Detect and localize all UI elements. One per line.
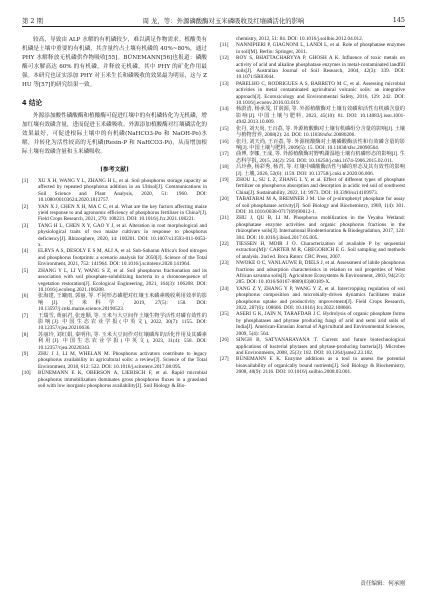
reference-number: [8] bbox=[22, 331, 29, 338]
reference-number: [25] bbox=[220, 311, 229, 318]
reference-number: [20] bbox=[220, 196, 229, 203]
reference-number: [13] bbox=[220, 80, 229, 87]
reference-text: PARELHO C, RODRIGUES A S, BARRETO M C, et al. Assessing microbial activities in metal contaminated agricultural volcanic soils: an integrative approach[J]. Ecotoxicology and Environmental Safety, 2016, 129: 242. DOI: 10.1016/j.ecoenv.2016.03.019. bbox=[236, 80, 405, 107]
discussion-paragraph: 较高，导致由 ALP 水解的有机磷较少，难以满足作物需求。植酸类有机磷是土壤中重要的有机磷，其含量约占土壤有机磷的 40%~80%，通过 PHY 水解释放无机磷供作物吸收[55]。BÜNEMANN[56]也报道：磷酸酶可水解高达 60% 的有机磷，并释放无机磷，其中 PHY 的矿化作用最强。本研究也证实添加 PHY 对玉米生长和磷吸收的效果最为明显，这与 ZHU 等[57]的研究结果一致。 bbox=[22, 37, 207, 88]
reference-number: [12] bbox=[220, 55, 229, 62]
reference-text: NWOKE O C, VANLAUWE B, DIELS J, et al. Assessment of labile phosphorus fractions and adsorption characteristics in relation to soil properties of West African savanna soils[J]. Agriculture Ecosystems & Environment, 2003, 94(2/3): 285. DOI: 10.1016/S0167-8809(03)00189-X. bbox=[236, 260, 405, 286]
reference-text: ZHOU L, SU L Z, ZHANG L Y, et al. Effect of different types of phosphate fertilizer on phosphorus absorption and desorption in acidic red soil of southwest China[J]. Sustainability, 2022, 14: 9973. DOI: 10.3390/su14169973. bbox=[236, 176, 405, 196]
reference-number: [24] bbox=[220, 285, 229, 292]
issue-number: 第 2 期 bbox=[22, 16, 43, 25]
references-heading: [参考文献] bbox=[100, 167, 129, 173]
running-title: 周 龙，等：外源磷酸酶对玉米磷吸收及红壤磷活化的影响 bbox=[142, 16, 305, 25]
reference-number: [27] bbox=[220, 356, 229, 363]
reference-text: NANNIPIERI P, GIAGNONI L, LANDI L, et al. Role of phosphatase enzymes in soil[M]. Berlin: Springer, 2011. bbox=[236, 42, 405, 55]
reference-item bbox=[220, 81, 405, 107]
reference-text: XU X H, WANG Y L, ZHANG H L, et al. Soil phosphorus storage capacity as affected by repeated phosphorus addition in an Ultisol[J]. Communications in Soil Science and Plant Analysis, 2020, 51: 1960. DOI: 10.1080/00103624.2020.1813757. bbox=[38, 178, 207, 204]
reference-item bbox=[22, 204, 207, 223]
reference-item bbox=[22, 248, 207, 267]
reference-text: ROY S, BHATTACHARYYA P, GHOSH A K. Influence of toxic metals on activity of acid and alkaline phosphatase enzymes in metal-contaminated landfill soils[J]. Australian Journal of Soil Research, 2004, 42(3): 339. DOI: 10.1071/SR03044. bbox=[236, 55, 405, 81]
reference-item bbox=[220, 196, 405, 215]
reference-number: [19] bbox=[220, 176, 229, 183]
reference-number: [26] bbox=[220, 337, 229, 344]
reference-item bbox=[22, 313, 207, 332]
reference-item bbox=[220, 139, 405, 152]
reference-number: [16] bbox=[220, 138, 229, 145]
reference-item bbox=[22, 223, 207, 249]
reference-text: TIESSEN H, MOIR J O. Characterization of available P by sequential extraction[M]// CARTER M R, GREGORICH E G. Soil sampling and methods of analysis. 2nd ed. Boca Raton: CRC Press, 2007. bbox=[236, 241, 405, 260]
reference-item bbox=[220, 126, 405, 139]
conclusion-paragraph: 外源添加酸性磷酸酶和植酸酶可促进红壤中的有机磷转化为无机磷，增加红壤有效磷含量，进而促进玉米磷吸收。外源添加植酸酶对红壤磷活化的效果最好，可促进根际土壤中的有机磷(NaHCO3-Po 和 NaOH-Po)水解，并转化为活性较高的无机磷(Resin-P 和 NaHCO3-Pi)，从而增加根际土壤有效磷含量和玉米磷吸收。 bbox=[22, 113, 207, 155]
reference-text: ZHU J J, LI M, WHELAN M. Phosphorus activators contribute to legacy phosphorus availability in agricultural soils: a review[J]. Science of the Total Environment, 2018, 612: 522. DOI: 10.1016/j.scitotenv.2017.08.095. bbox=[38, 350, 207, 370]
reference-list-left bbox=[22, 178, 207, 389]
reference-item bbox=[220, 151, 405, 164]
page-header bbox=[22, 14, 405, 27]
reference-item bbox=[220, 164, 405, 177]
section-heading-conclusion: 4 结论 bbox=[22, 99, 43, 107]
reference-text: ZHANG Y L, LI Y, WANG S Z, et al. Soil phosphorus fractionation and its association with soil phosphate-solubilizing bacteria in a chronosequence of vegetation restoration[J]. Ecological Engineering, 2021, 164(3): 106208. DOI: 10.1016/j.ecoleng.2021.106208. bbox=[38, 267, 207, 293]
reference-text: chemistry, 2012, 51: 84. DOI: 10.1016/j.soilbio.2012.04.012. bbox=[236, 36, 364, 42]
reference-text: ELRYS A S, DESOLY E S M, ALI A, et al. Sub-Saharan Africa's food nitrogen and phosphorus footprints: a scenario analysis for 2050[J]. Science of the Total Environment, 2021, 752: 141964. DOI: 10.1016/j.scitotenv.2020.141964. bbox=[38, 248, 207, 268]
reference-item bbox=[22, 370, 207, 389]
reference-item bbox=[220, 215, 405, 241]
reference-item bbox=[220, 106, 405, 125]
reference-text: 张丹, 刘天尚, 王百荔, 等. 外源植酸酶对土壤磷酸酶活性和有效磷含量的影响[J]. 中国土壤与肥料, 2009(5): 15. DOI: 10.11838/sfsc.20090504. bbox=[236, 138, 405, 151]
reference-item bbox=[220, 55, 405, 81]
reference-item bbox=[22, 293, 207, 312]
reference-number: [5] bbox=[22, 267, 29, 274]
reference-text: ZHU J, QU B, LI M. Phosphorus mobilization in the Yeyahu Wetland: phosphatase enzyme activities and organic phosphorus fractions in the rhizosphere soils[J]. International Biodeterioration & Biodegradation, 2017, 124: 304. DOI: 10.1016/j.ibiod.2017.05.005. bbox=[236, 215, 405, 241]
reference-number: [23] bbox=[220, 260, 229, 267]
reference-number: [18] bbox=[220, 164, 229, 171]
reference-item bbox=[22, 268, 207, 294]
reference-text: YAN X J, CHEN X H, MA C C, et al. What are the key factors affecting maize yield response to and agronomic efficiency of phosphorus fertilizer in China?[J]. Field Crops Research, 2021, 270: 108221. DOI: 10.1016/j.fcr.2021.108221. bbox=[38, 203, 207, 223]
reference-number: [15] bbox=[220, 125, 229, 132]
responsible-editor: 责任编辑：何承刚 bbox=[360, 581, 405, 587]
reference-text: 张丹, 刘天尚, 王百荔, 等. 外源植酸酶对土壤有机磷组分含量的影响[J]. 土壤与植物营养, 2008(2): 24. DOI: 10.11838/sfsc.20080206. bbox=[236, 125, 405, 139]
reference-item bbox=[22, 332, 207, 351]
reference-number: [14] bbox=[220, 106, 229, 113]
reference-item bbox=[220, 177, 405, 196]
reference-number: [2] bbox=[22, 203, 29, 210]
reference-number: [10] bbox=[22, 370, 31, 377]
reference-item bbox=[220, 241, 405, 260]
reference-item bbox=[220, 286, 405, 312]
reference-number: [4] bbox=[22, 248, 29, 255]
reference-item bbox=[220, 356, 405, 375]
reference-number: [21] bbox=[220, 215, 229, 222]
reference-text: 王瑞雪, 黄丽君, 张连顺, 等. 玉米与大豆间作土壤生物学活性对磷有效性的影响[J]. 中国生态农业学报(中英文), 2022, 30(7): 1155. DOI: 10.12357/cjea.20210636. bbox=[38, 312, 207, 332]
reference-item bbox=[220, 260, 405, 286]
reference-text: BÜNEMANN E K, OBERSON A, LIEBISCH F, et al. Rapid microbial phosphorus immobilization dominates gross phosphorus fluxes in a grassland soil with low inorganic phosphorus availability[J]. Soil Biology & Bio- bbox=[38, 370, 207, 389]
reference-item bbox=[22, 351, 207, 370]
reference-text: 张海建, 王曦雨, 郭丽, 等. 不同形态磷肥对红壤玉米磷素吸收利用效率的影响[J]. 玉米科学, 2019, 27(5): 158. DOI: 10.13597/j.cnki.maize.science.20190523. bbox=[38, 293, 207, 313]
reference-number: [22] bbox=[220, 241, 229, 247]
reference-text: 杨蔚清, 杨承茂, 甘润源, 等. 外源植酸酶对土壤有效磷和活性有机磷含量的影响[J]. 中国土壤与肥料, 2023, 45(10): 81. DOI: 10.14083/j.issn.1001-4942.2013.10.009. bbox=[236, 106, 405, 126]
reference-text: YANG Z Y, ZHANG Y P, WANG Y Z, et al. Intercropping regulation of soil phosphorus composition and microbially-driven dynamics facilitates maize phosphorus uptake and productivity improvement[J]. Field Crops Research, 2022, 287(6): 108666. DOI: 10.1016/j.fcr.2022.108666. bbox=[236, 285, 405, 312]
reference-list-right bbox=[220, 36, 405, 376]
reference-text: 吕玲燕, 杨彩秀, 杨青, 等. 红壤中磷酸酶活性与磷的形态及其有效性的影响[J]. 土壤, 2020, 52(6): 1159. DOI: 10.13758/j.cnki.tr.2020.06.006. bbox=[236, 164, 405, 177]
reference-number: [9] bbox=[22, 350, 29, 357]
reference-text: ASERI G K, JAIN N, TARAFDAR J C. Hydrolysis of organic phosphate forms by phosphatases and phytase producing fungi of arid and semi arid soils of India[J]. American-Eurasian Journal of Agricultural and Environmental Sciences, 2009, 5(4): 564. bbox=[236, 311, 405, 337]
reference-number: [6] bbox=[22, 293, 29, 300]
right-column bbox=[220, 36, 405, 585]
reference-item bbox=[220, 42, 405, 55]
reference-number: [11] bbox=[220, 42, 229, 49]
reference-item bbox=[220, 311, 405, 337]
reference-item bbox=[220, 337, 405, 356]
reference-item bbox=[22, 178, 207, 204]
reference-text: 苏丽玲, 刘红娟, 秦明伟, 等. 玉米大豆间作对红壤磷库的活化作用及其磷素利用[J]. 中国生态农业学报(中英文), 2023, 31(4): 558. DOI: 10.12357/cjea.20220343. bbox=[38, 331, 207, 351]
reference-text: TANG H L, CHEN X Y, GAO Y J, et al. Alteration in root morphological and physiological traits of two maize cultivars in response to phosphorus deficiency[J]. Rhizosphere, 2020, 14: 100201. DOI: 10.1007/s13593-011-0053-x. bbox=[38, 222, 207, 249]
reference-text: BÜNEMANN E K. Enzyme additions as a tool to assess the potential bioavailability of organically bound nutrients[J]. Soil Biology & Biochemistry, 2008, 40(9): 2116. DOI: 10.1016/j.soilbio.2008.03.001. bbox=[236, 356, 405, 376]
reference-number: [3] bbox=[22, 222, 29, 229]
reference-number: [17] bbox=[220, 151, 229, 158]
reference-number: [7] bbox=[22, 312, 29, 319]
page-number: 145 bbox=[392, 16, 405, 24]
left-column bbox=[22, 36, 207, 585]
reference-text: 曲博, 李娜, 王成, 等. 外源植酸酶对野鸭湖湿地土壤有机磷形态的影响[J]. 生态科学报, 2015, 24(2): 250. DOI: 10.16258/j.cnki.1674-5906.2015.02.011. bbox=[236, 151, 405, 164]
reference-number: [1] bbox=[22, 178, 29, 184]
reference-text: TABATABAI M A, BREMNER J M. Use of p-nitrophenyl phosphate for assay of soil phosphatase activity[J]. Soil Biology and Biochemistry, 1969, 1(4): 301. DOI: 10.1016/0038-0717(69)90012-1. bbox=[236, 196, 405, 215]
reference-text: SINGH B, SATYANARAYANA T. Current and future biotechnological applications of bacterial phytases and phytase-producing bacteria[J]. Microbes and Environments, 2008, 25(3): 182. DOI: 10.1264/jsme2.23.182. bbox=[236, 337, 405, 356]
